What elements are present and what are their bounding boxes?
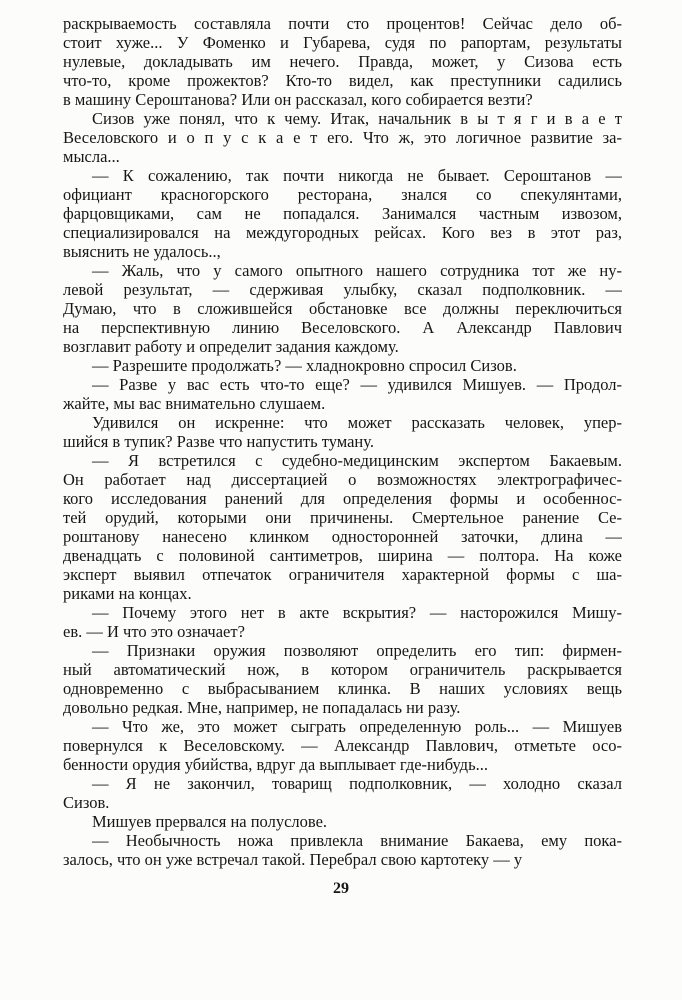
text-line: — Почему этого нет в акте вскрытия? — насторожился Мишу- [92,603,622,622]
text-line: официант красногорского ресторана, знался со спекулянтами, [63,185,622,204]
text-line: — Я не закончил, товарищ подполковник, — холодно сказал [92,774,622,793]
text-line: — Признаки оружия позволяют определить его тип: фирмен- [92,641,622,660]
page-text [63,14,622,869]
text-line: — Необычность ножа привлекла внимание Бакаева, ему пока- [92,831,622,850]
text-line: стоит хуже... У Фоменко и Губарева, судя по рапортам, результаты [63,33,622,52]
text-line: Думаю, что в сложившейся обстановке все должны переключиться [63,299,622,318]
text-line: Сизов уже понял, что к чему. Итак, начальник в ы т я г и в а е т [92,109,622,128]
text-line: роштанову нанесено клинком односторонней заточки, длина — [63,527,622,546]
text-line: что-то, кроме прожектов? Кто-то видел, как преступники садились [63,71,622,90]
text-line: залось, что он уже встречал такой. Перебрал свою картотеку — у [63,850,523,869]
text-line: Удивился он искренне: что может рассказать человек, упер- [92,413,622,432]
text-line: довольно редкая. Мне, например, не попадалась ни разу. [63,698,461,717]
text-line: бенности орудия убийства, вдруг да выплывает где-нибудь... [63,755,488,774]
text-line: риками на концах. [63,584,192,603]
text-line: в машину Сероштанова? Или он рассказал, кого собирается везти? [63,90,533,109]
text-line: эксперт выявил отпечаток ограничителя характерной формы с ша- [63,565,622,584]
text-line: тей орудий, которыми они причинены. Смертельное ранение Се- [63,508,622,527]
text-line: мысла... [63,147,120,166]
text-line: — Что же, это может сыграть определенную роль... — Мишуев [92,717,622,736]
text-line: повернулся к Веселовскому. — Александр Павлович, отметьте осо- [63,736,622,755]
text-line: левой результат, — сдерживая улыбку, сказал подполковник. — [63,280,622,299]
text-line: фарцовщиками, сам не попадался. Занимался частным извозом, [63,204,622,223]
page-number: 29 [333,880,349,897]
text-line: раскрываемость составляла почти сто процентов! Сейчас дело об- [63,14,622,33]
text-line: — К сожалению, так почти никогда не бывает. Сероштанов — [92,166,622,185]
text-line: одновременно с выбрасыванием клинка. В наших условиях вещь [63,679,622,698]
text-line: двенадцать с половиной сантиметров, ширина — полтора. На коже [63,546,622,565]
text-line: Сизов. [63,793,110,812]
text-line: нулевые, докладывать им нечего. Правда, может, у Сизова есть [63,52,622,71]
text-line: кого исследования ранений для определения формы и особеннос- [63,489,622,508]
text-line: Веселовского и о п у с к а е т его. Что ж, это логичное развитие за- [63,128,622,147]
text-line: шийся в тупик? Разве что напустить туману. [63,432,374,451]
text-line: Мишуев прервался на полуслове. [92,812,328,831]
text-line: — Разрешите продолжать? — хладнокровно спросил Сизов. [92,356,517,375]
text-line: возглавит работу и определит задания каждому. [63,337,399,356]
text-line: — Разве у вас есть что-то еще? — удивился Мишуев. — Продол- [92,375,622,394]
text-line: ный автоматический нож, в котором ограничитель раскрывается [63,660,622,679]
text-line: на перспективную линию Веселовского. А Александр Павлович [63,318,622,337]
text-line: специализировался на междугородных рейсах. Кого вез в этот раз, [63,223,622,242]
text-line: — Я встретился с судебно-медицинским экспертом Бакаевым. [92,451,622,470]
text-line: Он работает над диссертацией о возможностях электрографичес- [63,470,622,489]
text-line: ев. — И что это означает? [63,622,245,641]
text-line: — Жаль, что у самого опытного нашего сотрудника тот же ну- [92,261,622,280]
text-line: выяснить не удалось.., [63,242,221,261]
text-line: жайте, мы вас внимательно слушаем. [63,394,326,413]
